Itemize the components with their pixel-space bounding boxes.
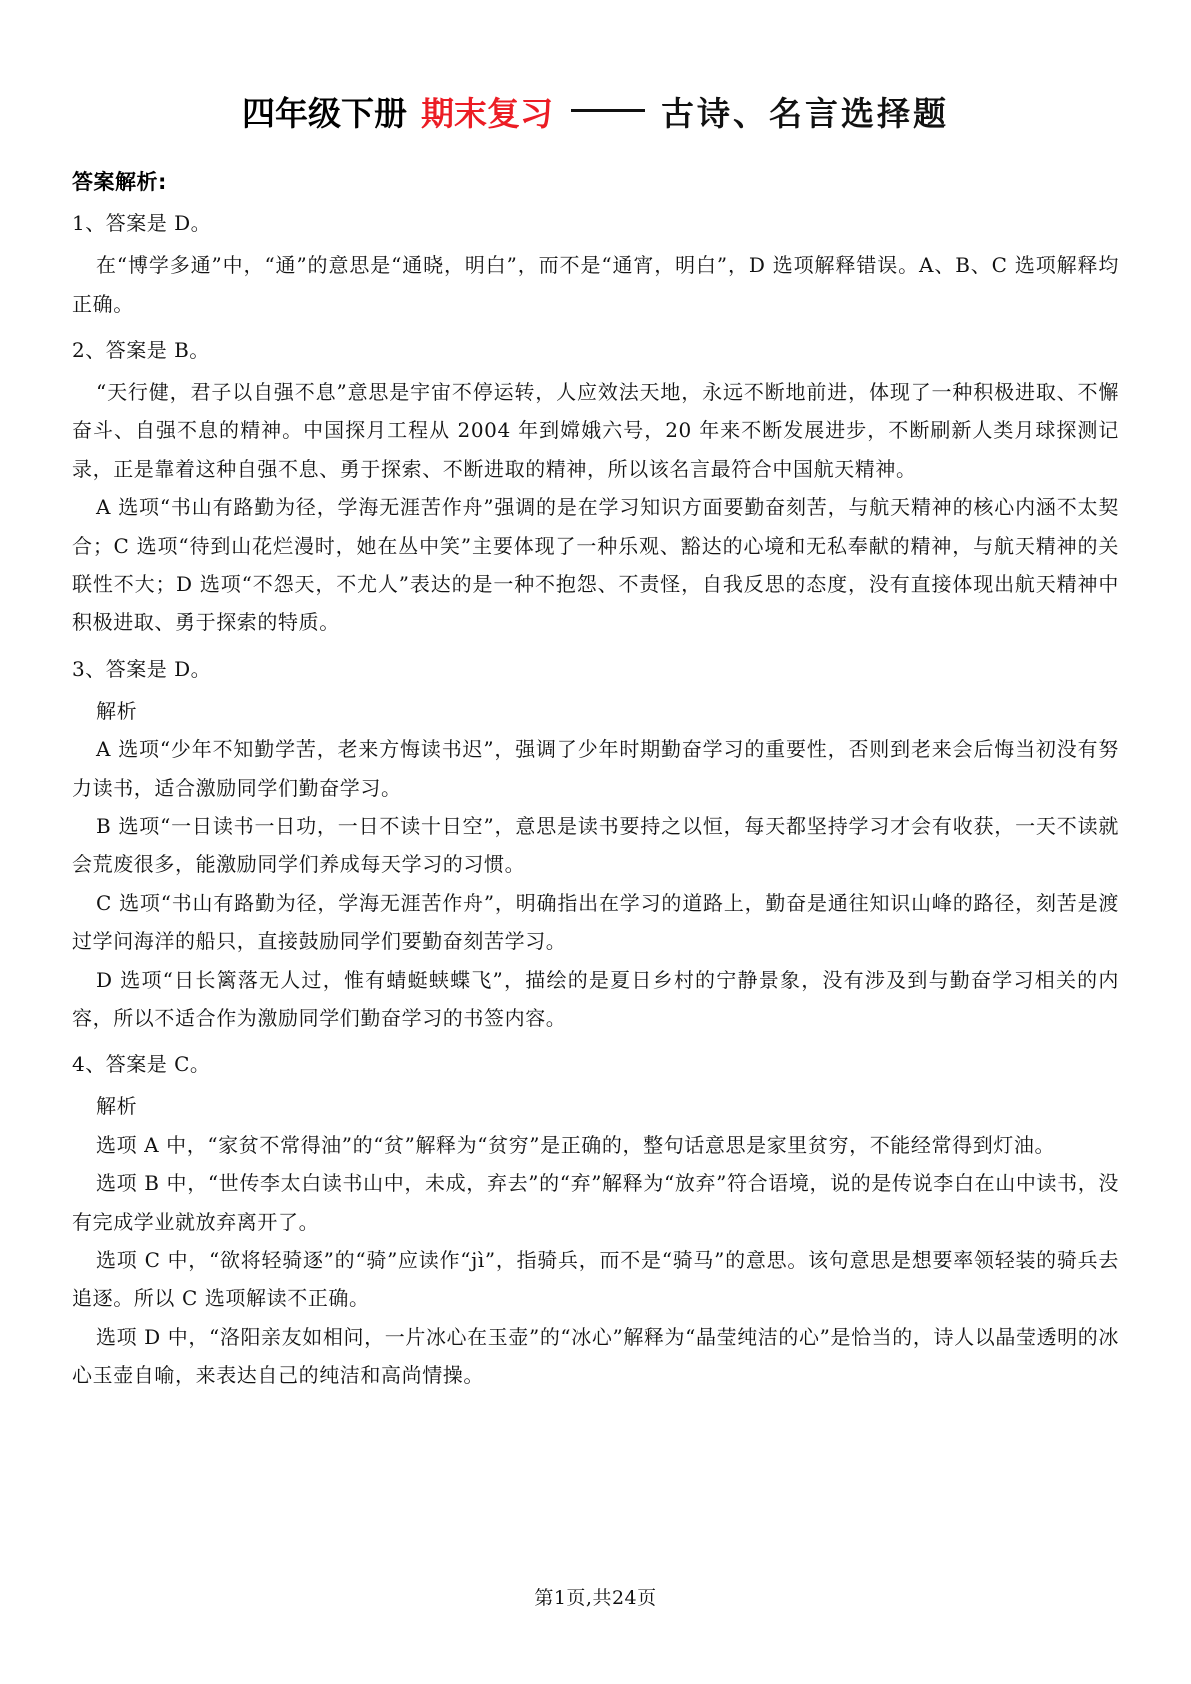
page-title — [72, 0, 1119, 132]
title-highlight: 期末复习 — [421, 94, 553, 133]
title-topic: 古诗、名言选择题 — [661, 94, 949, 133]
answer-paragraph: B 选项“一日读书一日功，一日不读十日空”，意思是读书要持之以恒，每天都坚持学习才会有收获，一天不读就会荒废很多，能激励同学们养成每天学习的习惯。 — [72, 813, 1119, 877]
answer-paragraph: C 选项“书山有路勤为径，学海无涯苦作舟”，明确指出在学习的道路上，勤奋是通往知识山峰的路径，刻苦是渡过学问海洋的船只，直接鼓励同学们要勤奋刻苦学习。 — [72, 890, 1119, 954]
section-heading: 答案解析: — [72, 170, 167, 195]
answer-paragraph: A 选项“书山有路勤为径，学海无涯苦作舟”强调的是在学习知识方面要勤奋刻苦，与航天精神的核心内涵不太契合；C 选项“待到山花烂漫时，她在丛中笑”主要体现了一种乐观、豁达的心境和无私奉献的精神，与航天精神的关联性不大；D 选项“不怨天，不尤人”表达的是一种不抱怨、不责怪，自我反思的态度，没有直接体现出航天精神中积极进取、勇于探索的特质。 — [72, 495, 1119, 635]
answer-item — [72, 337, 1119, 642]
answer-item — [72, 210, 1119, 323]
page-footer: 第1页,共24页 — [534, 1587, 657, 1609]
title-grade: 四年级下册 — [242, 94, 407, 133]
answer-paragraph: 选项 C 中，“欲将轻骑逐”的“骑”应读作“jì”，指骑兵，而不是“骑马”的意思。该句意思是想要率领轻装的骑兵去追逐。所以 C 选项解读不正确。 — [72, 1247, 1119, 1311]
analysis-label: 解析 — [96, 698, 138, 723]
answer-item — [72, 1051, 1119, 1394]
answer-line: 1、答案是 D。 — [72, 211, 212, 236]
answer-paragraph: D 选项“日长篱落无人过，惟有蜻蜓蛱蝶飞”，描绘的是夏日乡村的宁静景象，没有涉及到与勤奋学习相关的内容，所以不适合作为激励同学们勤奋学习的书签内容。 — [72, 967, 1119, 1030]
answer-item — [72, 656, 1119, 1038]
answer-paragraph: A 选项“少年不知勤学苦，老来方悔读书迟”，强调了少年时期勤奋学习的重要性，否则到老来会后悔当初没有努力读书，适合激励同学们勤奋学习。 — [72, 737, 1119, 800]
answer-paragraph: “天行健，君子以自强不息”意思是宇宙不停运转，人应效法天地，永远不断地前进，体现了一种积极进取、不懈奋斗、自强不息的精神。中国探月工程从 2004 年到嫦娥六号，20 年来不断发展进步，不断刷新人类月球探测记录，正是靠着这种自强不息、勇于探索、不断进取的精神，所以该名言最符合中国航天精神。 — [72, 380, 1119, 481]
answer-line: 3、答案是 D。 — [72, 656, 212, 681]
answer-paragraph: 选项 A 中，“家贫不常得油”的“贫”解释为“贫穷”是正确的，整句话意思是家里贫穷，不能经常得到灯油。 — [96, 1132, 1056, 1157]
answer-paragraph: 在“博学多通”中，“通”的意思是“通晓，明白”，而不是“通宵，明白”，D 选项解释错误。A、B、C 选项解释均正确。 — [72, 253, 1119, 316]
answer-line: 2、答案是 B。 — [72, 338, 210, 363]
title-dash-rule — [571, 109, 645, 112]
analysis-label: 解析 — [96, 1094, 138, 1119]
answer-paragraph: 选项 B 中，“世传李太白读书山中，未成，弃去”的“弃”解释为“放弃”符合语境，说的是传说李白在山中读书，没有完成学业就放弃离开了。 — [72, 1171, 1119, 1234]
answer-line: 4、答案是 C。 — [72, 1052, 211, 1077]
answer-paragraph: 选项 D 中，“洛阳亲友如相问，一片冰心在玉壶”的“冰心”解释为“晶莹纯洁的心”是恰当的，诗人以晶莹透明的冰心玉壶自喻，来表达自己的纯洁和高尚情操。 — [72, 1324, 1119, 1388]
